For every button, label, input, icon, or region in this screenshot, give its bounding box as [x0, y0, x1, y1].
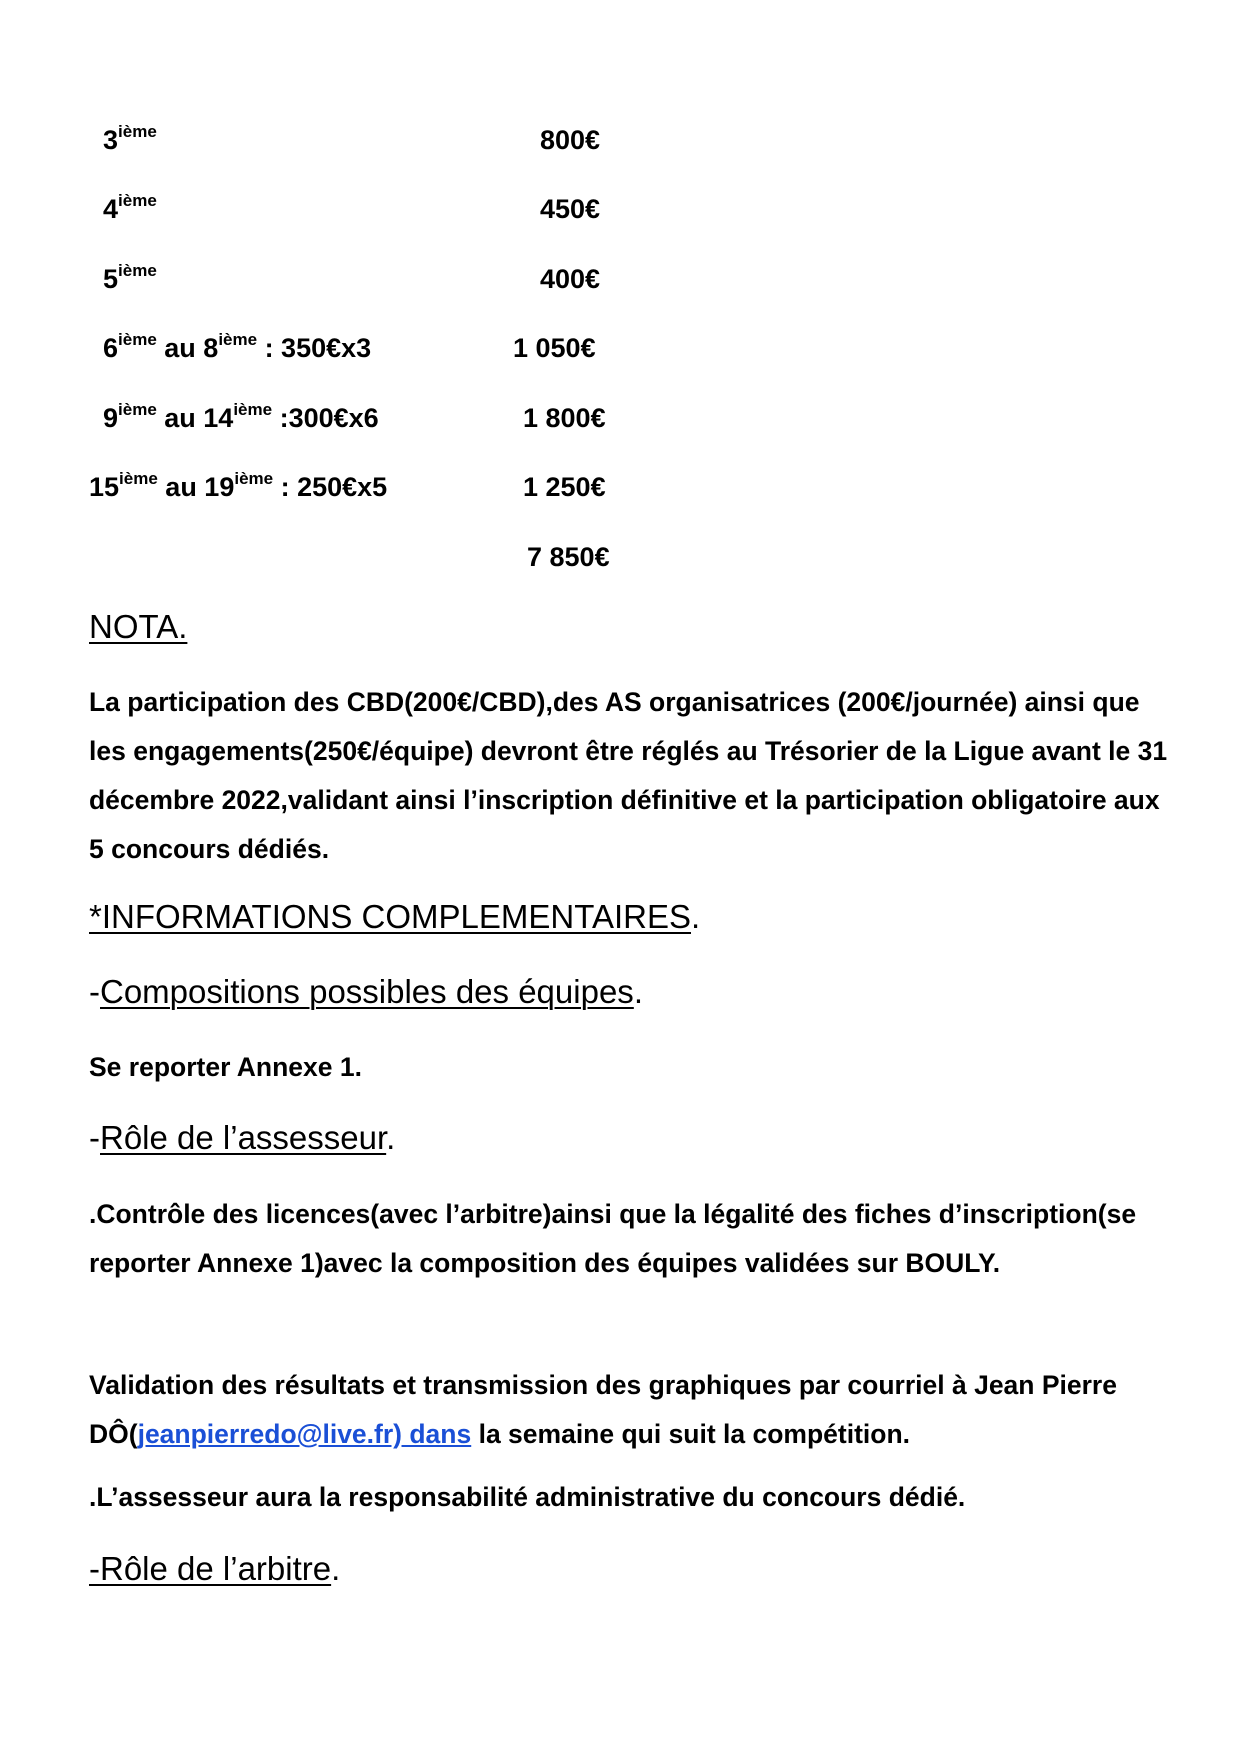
prize-amount: 1 050€	[513, 333, 596, 363]
arbitre-heading: -Rôle de l’arbitre.	[89, 1550, 341, 1587]
prize-rank: 5ième	[103, 261, 157, 294]
infos-heading: *INFORMATIONS COMPLEMENTAIRES.	[89, 898, 701, 935]
prize-row-4	[0, 184, 1240, 234]
prize-total-row	[0, 532, 1240, 582]
prize-amount: 1 250€	[523, 472, 606, 502]
compositions-heading: -Compositions possibles des équipes.	[89, 973, 643, 1010]
prize-amount: 1 800€	[523, 403, 606, 433]
prize-rank: 4ième	[103, 191, 157, 224]
assesseur-paragraph-2: Validation des résultats et transmission des graphiques par courriel à Jean Pierre DÔ(jeanpierredo@live.fr) dans la semaine qui suit la compétition.	[89, 1370, 1117, 1449]
prize-row-9-14	[0, 393, 1240, 443]
prize-amount: 450€	[540, 194, 601, 224]
prize-rank: 3ième	[103, 122, 157, 155]
prize-total: 7 850€	[527, 542, 610, 572]
assesseur-heading: -Rôle de l’assesseur.	[89, 1119, 396, 1156]
prize-amount: 800€	[540, 125, 601, 155]
prize-row-5	[0, 254, 1240, 304]
prize-row-6-8	[0, 323, 1240, 373]
nota-paragraph: La participation des CBD(200€/CBD),des AS organisatrices (200€/journée) ainsi que les engagements(250€/équipe) devront être réglés au Trésorier de la Ligue avant le 31 décembre 2022,validant ainsi l’inscription définitive et la participation obligatoire aux 5 concours dédiés.	[89, 687, 1168, 864]
prize-rank: 15ième au 19ième : 250€x5	[89, 469, 388, 502]
assesseur-paragraph-3: .L’assesseur aura la responsabilité administrative du concours dédié.	[89, 1482, 966, 1512]
prize-rank: 6ième au 8ième : 350€x3	[103, 330, 372, 363]
nota-heading: NOTA.	[89, 608, 188, 645]
prize-row-15-19	[0, 462, 1240, 512]
compositions-text: Se reporter Annexe 1.	[89, 1052, 362, 1082]
prize-rank: 9ième au 14ième :300€x6	[103, 400, 379, 433]
prize-row-3	[0, 115, 1240, 165]
assesseur-paragraph-1: .Contrôle des licences(avec l’arbitre)ainsi que la légalité des fiches d’inscription(se reporter Annexe 1)avec la composition des équipes validées sur BOULY.	[89, 1199, 1137, 1278]
prize-amount: 400€	[540, 264, 601, 294]
email-link[interactable]: jeanpierredo@live.fr) dans	[137, 1419, 472, 1449]
